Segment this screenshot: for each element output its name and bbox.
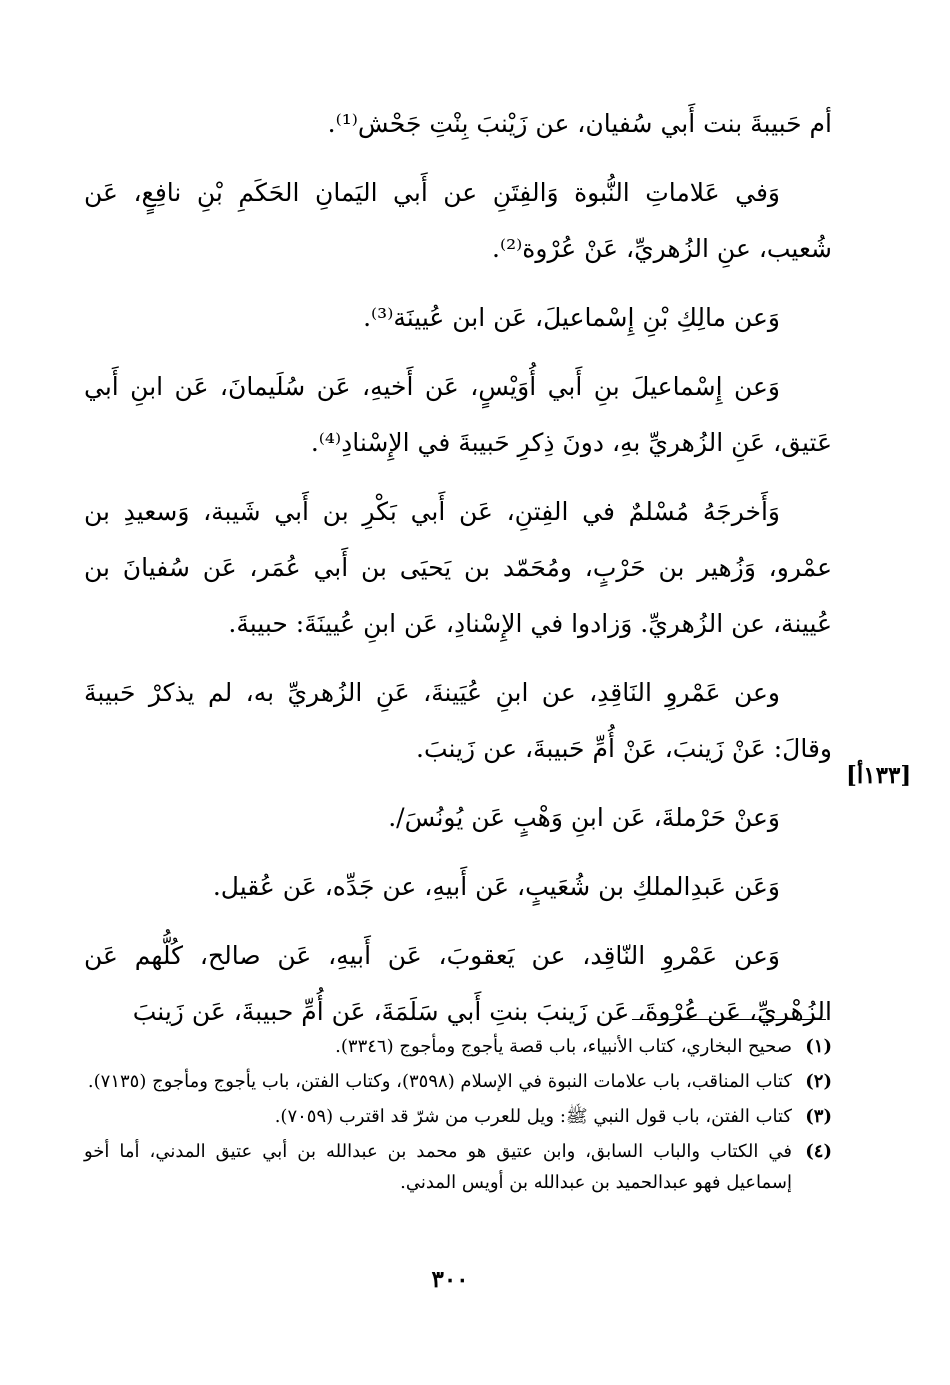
footnote-number: (٣) — [805, 1106, 832, 1127]
footnotes — [84, 1031, 832, 1202]
footnote-number: (٤) — [805, 1141, 832, 1162]
footnote-number: (١) — [805, 1036, 832, 1057]
paragraph-8: وَعَن عَبدِالملكِ بن شُعَيبٍ، عَن أَبيهِ، عن جَدِّه، عَن عُقيل. — [212, 872, 780, 901]
paragraph-5: وَأَخرجَهُ مُسْلمٌ في الفِتنِ، عَن أَبي بَكْرِ بن أَبي شَيبة، وَسعيدِ بن عمْرو، وَزُهير بن حَرْبٍ، ومُحَمّد بن يَحيَى بن أَبي عُمَر، عَن سُفيانَ بن عُيينة، عن الزُهريِّ. وَزادوا في الإِسْنادِ، عَن ابنِ عُيينَةَ: حبيبةَ. — [84, 497, 832, 638]
footnote-item — [84, 1031, 832, 1062]
paragraph-3: وَعن مالِكِ بْنِ إِسْماعيلَ، عَن ابن عُيينَة⁽³⁾. — [363, 303, 780, 332]
footnote-text: في الكتاب والباب السابق، وابن عتيق هو محمد بن عبدالله بن أبي عتيق المدني، أما أخو إسماعيل فهو عبدالحميد بن عبدالله بن أويس المدني. — [84, 1141, 792, 1193]
paragraph-6: وعن عَمْروِ النَاقِدِ، عن ابنِ عُيَينةَ، عَنِ الزُهريِّ به، لم يذكرْ حَبيبةَ وقالَ: عَنْ زَينبَ، عَنْ أُمِّ حَبيبةَ، عن زَينبَ. — [84, 678, 832, 763]
body-text — [84, 96, 832, 1053]
footnote-item — [84, 1136, 832, 1198]
paragraph-1: أم حَبيبةَ بنت أَبي سُفيان، عن زَيْنبَ بِنْتِ جَحْش⁽¹⁾. — [327, 109, 832, 138]
paragraph-7: وَعنْ حَرْملةَ، عَن ابنِ وَهْبٍ عَن يُونُسَ/. — [388, 803, 780, 832]
footnote-text: صحيح البخاري، كتاب الأنبياء، باب قصة يأجوج ومأجوج (٣٣٤٦). — [335, 1036, 792, 1057]
footnote-item — [84, 1066, 832, 1097]
footnote-item — [84, 1101, 832, 1132]
paragraph-2: وَفي عَلاماتِ النُّبوة وَالفِتَنِ عن أَبي اليَمانِ الحَكَمِ بْنِ نافِعٍ، عَن شُعيب، عنِ الزُهريِّ، عَنْ عُرْوة⁽²⁾. — [84, 178, 832, 263]
footnote-text: كتاب المناقب، باب علامات النبوة في الإسلام (٣٥٩٨)، وكتاب الفتن، باب يأجوج ومأجوج (٧١٣٥). — [87, 1071, 792, 1092]
manuscript-folio-marker: [١٣٣أ] — [846, 762, 912, 789]
paragraph-9: وَعن عَمْروِ النّاقِد، عن يَعقوبَ، عَن أَبيهِ، عَن صالح، كُلُّهم عَن الزُهْريِّ، عَن عُرْوةَ، عَن زَينبَ بنتِ أَبي سَلَمَةَ، عَن أُمِّ حبيبةَ، عَن زَينبَ — [84, 941, 832, 1026]
paragraph-4: وَعن إِسْماعيلَ بنِ أَبي أُوَيْسٍ، عَن أَخيهِ، عَن سُلَيمانَ، عَن ابنِ أَبي عَتيق، عَنِ الزُهريِّ بهِ، دونَ ذِكرِ حَبيبةَ في الإِسْنادِ⁽⁴⁾. — [84, 372, 832, 457]
footnote-text: كتاب الفتن، باب قول النبي ﷺ: ويل للعرب من شرّ قد اقترب (٧٠٥٩). — [274, 1106, 792, 1127]
footnote-divider — [632, 1019, 826, 1020]
page-number: ٣٠٠ — [431, 1266, 469, 1293]
footnote-number: (٢) — [805, 1071, 832, 1092]
